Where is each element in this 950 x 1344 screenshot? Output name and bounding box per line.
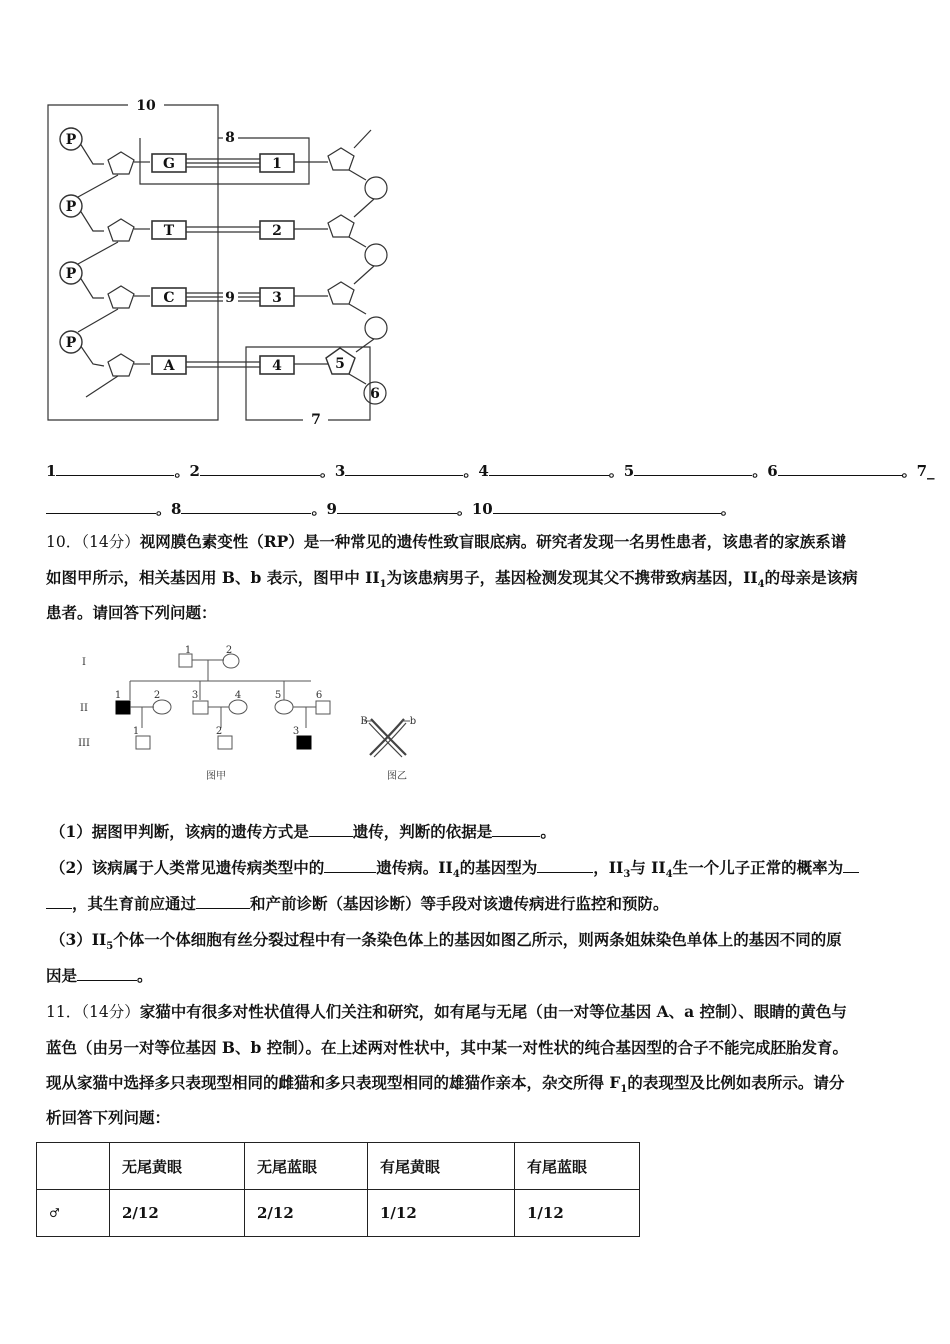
answer-blank[interactable] — [492, 822, 540, 837]
sugar-left-1 — [108, 152, 134, 174]
answer-blank[interactable] — [46, 894, 72, 909]
question-10-intro: 10．（14分）视网膜色素变性（RP）是一种常见的遗传性致盲眼底病。研究者发现一名男性患者，该患者的家族系谱 如图甲所示，相关基因用 B、b 表示，图甲中 $II_1$为该患病男子，基因检测发现其父不携带致病基因，$II_4$的母亲是该病 患者。请回答下列问题： — [46, 532, 858, 622]
answer-blank[interactable] — [77, 966, 137, 981]
label-3: 3 — [272, 290, 282, 306]
question-11-text: 11．（14分）家猫中有很多对性状值得人们关注和研究，如有尾与无尾（由一对等位基因 A、a 控制）、眼睛的黄色与 蓝色（由另一对等位基因 B、b 控制）。在上述两对性状中，其中某一对性状的纯合基因型的合子不能完成胚胎发育。 现从家猫中选择多只表现型相同的雌猫和多只表现型相同的雄猫作亲本，杂交所得 $F_1$的表现型及比例如表所示。请分 析回答下列问题： — [46, 1002, 848, 1127]
answer-blank[interactable] — [778, 461, 902, 476]
answer-blank[interactable] — [181, 499, 311, 514]
svg-text:6: 6 — [315, 690, 323, 701]
answer-blank[interactable] — [46, 499, 156, 514]
base-T: T — [163, 223, 175, 239]
label-9: 9 — [225, 290, 235, 306]
column-header: 有尾蓝眼 — [515, 1143, 640, 1190]
answer-blank[interactable] — [345, 461, 463, 476]
table-row: ♂ 2/12 2/12 1/12 1/12 — [37, 1190, 640, 1237]
answer-blank[interactable] — [489, 461, 609, 476]
generation-I: I — [82, 657, 86, 668]
answer-blank[interactable] — [337, 499, 457, 514]
fill-line-1: 1 。2 。3 。4 。5 。6 。7_ — [46, 462, 935, 480]
question-10-sub3-cont: 因是 。 — [46, 966, 153, 985]
answer-blank[interactable] — [843, 858, 859, 873]
label-8: 8 — [225, 130, 235, 146]
svg-text:1: 1 — [114, 690, 122, 701]
allele-B: B — [360, 716, 368, 727]
label-5: 5 — [335, 356, 345, 372]
label-6: 6 — [370, 386, 380, 402]
answer-blank[interactable] — [493, 499, 721, 514]
base-C: C — [163, 290, 175, 306]
phosphate-label: P — [65, 132, 77, 148]
answer-blank[interactable] — [196, 894, 250, 909]
svg-text:P: P — [65, 199, 77, 215]
question-10-sub1: （1）据图甲判断，该病的遗传方式是 遗传，判断的依据是 。 — [50, 822, 556, 841]
svg-text:1: 1 — [132, 726, 140, 737]
answer-blank[interactable] — [200, 461, 320, 476]
male-symbol: ♂ — [37, 1190, 110, 1237]
svg-text:2: 2 — [215, 726, 223, 737]
column-header: 无尾黄眼 — [110, 1143, 245, 1190]
question-10-sub2: （2）该病属于人类常见遗传病类型中的 遗传病。$II_4$的基因型为 ，$II_3$与 $II_4$生一个儿子正常的概率为 — [50, 850, 908, 885]
svg-text:4: 4 — [234, 690, 242, 701]
offspring-phenotype-table — [36, 1142, 640, 1237]
label-10: 10 — [136, 98, 156, 114]
base-A: A — [163, 358, 175, 374]
svg-text:1: 1 — [184, 645, 192, 656]
column-header: 无尾蓝眼 — [245, 1143, 368, 1190]
label-2: 2 — [272, 223, 282, 239]
generation-III: III — [78, 738, 90, 749]
svg-text:P: P — [65, 266, 77, 282]
base-G: G — [163, 156, 175, 172]
allele-b: b — [409, 716, 417, 727]
caption-figure-a: 图甲 — [206, 771, 226, 782]
question-number: 11．（14分） — [46, 1003, 140, 1021]
question-number: 10．（14分） — [46, 533, 140, 551]
table-header-row — [37, 1143, 640, 1190]
svg-text:2: 2 — [225, 645, 233, 656]
label-1: 1 — [272, 156, 282, 172]
fill-line-2: 。8 。9 。10 。 — [46, 499, 736, 519]
answer-blank[interactable] — [324, 858, 376, 873]
dna-structure-figure — [38, 92, 408, 432]
svg-text:P: P — [65, 335, 77, 351]
pedigree-figure — [66, 645, 426, 785]
answer-blank[interactable] — [309, 822, 353, 837]
column-header: 有尾黄眼 — [368, 1143, 515, 1190]
question-10-sub2-cont: ，其生育前应通过 和产前诊断（基因诊断）等手段对该遗传病进行监控和预防。 — [46, 886, 908, 921]
caption-figure-b: 图乙 — [387, 771, 407, 782]
svg-text:2: 2 — [153, 690, 161, 701]
svg-text:5: 5 — [274, 690, 282, 701]
svg-text:3: 3 — [191, 690, 199, 701]
label-7: 7 — [311, 412, 321, 428]
label-4: 4 — [272, 358, 282, 374]
question-10-sub3: $(3)II_5$个体一个体细胞有丝分裂过程中有一条染色体上的基因如图乙所示，则两条姐妹染色单体上的基因不同的原 — [50, 930, 842, 953]
svg-text:3: 3 — [292, 726, 300, 737]
box-7 — [246, 347, 370, 420]
answer-blank[interactable] — [56, 461, 174, 476]
answer-blank[interactable] — [537, 858, 593, 873]
generation-II: II — [80, 703, 88, 714]
answer-blank[interactable] — [634, 461, 752, 476]
